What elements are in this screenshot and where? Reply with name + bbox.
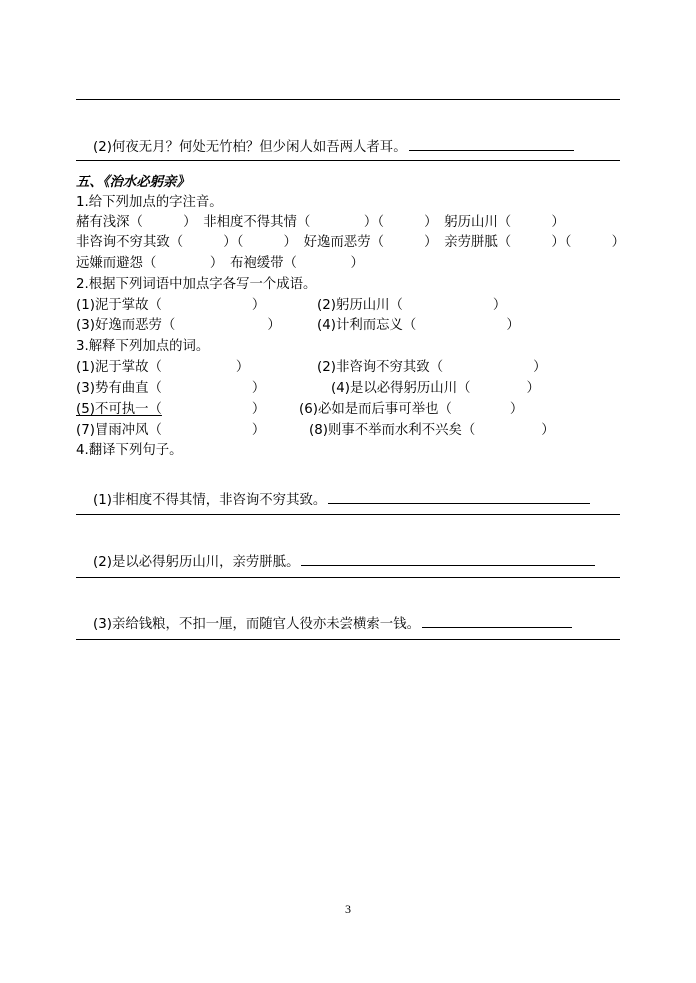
answer-line: [76, 514, 620, 515]
definition-item: (1)泥于掌故（ ）: [76, 360, 250, 375]
part1-row: 非咨询不穷其致（ ）（ ） 好逸而恶劳（ ） 亲劳胼胝（ ）（ ）: [76, 235, 625, 250]
part2-row: [76, 316, 620, 336]
idiom-item: (1)泥于掌故（ ）: [76, 298, 266, 313]
part3-row: [76, 358, 620, 378]
part3-row: [76, 421, 620, 441]
sentence-text: (1)非相度不得其情，非咨询不穷其致。: [93, 493, 327, 508]
translation-item: [76, 593, 572, 655]
part2-heading: 2.根据下列词语中加点字各写一个成语。: [76, 277, 317, 292]
definition-item: (6)必如是而后事可举也（ ）: [299, 402, 524, 417]
answer-blank[interactable]: [328, 489, 590, 504]
definition-item: (8)则事不举而水利不兴矣（ ）: [309, 423, 555, 438]
definition-item: (4)是以必得躬历山川（ ）: [331, 381, 540, 396]
part2-row: [76, 296, 620, 316]
translation-item: [76, 531, 595, 593]
section-title: 五、《治水必躬亲》: [76, 175, 190, 190]
part3-heading: 3.解释下列加点的词。: [76, 339, 210, 354]
answer-line: [76, 639, 620, 640]
idiom-item: (3)好逸而恶劳（ ）: [76, 318, 281, 333]
answer-blank[interactable]: [301, 551, 595, 566]
page-number: 3: [345, 902, 351, 916]
sentence-text: (3)亲给钱粮，不扣一厘，而随官人役亦未尝横索一钱。: [93, 617, 420, 632]
idiom-item: (2)躬历山川（ ）: [317, 298, 507, 313]
idiom-item: (4)计利而忘义（ ）: [317, 318, 520, 333]
definition-item: (3)势有曲直（ ）: [76, 381, 266, 396]
sentence-text: (2)是以必得躬历山川，亲劳胼胝。: [93, 555, 300, 570]
translation-item: [76, 469, 590, 531]
part1-row: 赭有浅深（ ） 非相度不得其情（ ）（ ） 躬历山川（ ）: [76, 215, 565, 230]
definition-item: (7)冒雨冲风（ ）: [76, 423, 266, 438]
part3-row: [76, 379, 620, 399]
part3-row: [76, 400, 620, 420]
question-text: (2)何夜无月？何处无竹柏？但少闲人如吾两人者耳。: [93, 140, 407, 155]
answer-line: [76, 160, 620, 161]
part4-heading: 4.翻译下列句子。: [76, 443, 183, 458]
answer-blank[interactable]: [409, 136, 574, 151]
part1-heading: 1.给下列加点的字注音。: [76, 195, 223, 210]
definition-item: (2)非咨询不穷其致（ ）: [317, 360, 547, 375]
answer-line: [76, 577, 620, 578]
answer-blank[interactable]: [422, 613, 572, 628]
answer-line: [76, 99, 620, 100]
part1-row: 远嫌而避怨（ ） 布袍缓带（ ）: [76, 256, 364, 271]
definition-item: (5)不可执一（ ）: [76, 402, 266, 417]
prev-question-2: [76, 116, 574, 178]
